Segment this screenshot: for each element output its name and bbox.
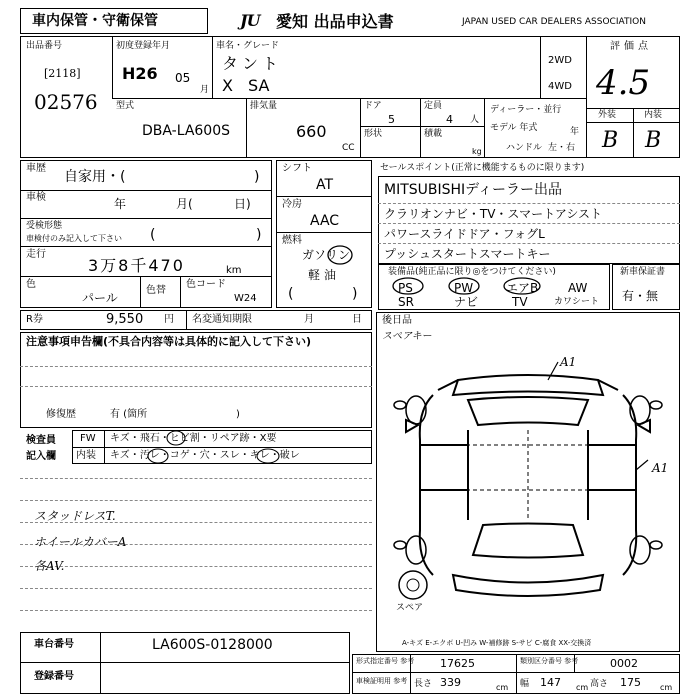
displacement-unit: CC [342, 143, 355, 153]
score-label: 評価点 [610, 41, 652, 52]
warranty-value: 有・無 [622, 289, 659, 303]
model-year-unit: 年 [570, 127, 580, 137]
mileage-value: 3万8千470 [88, 256, 185, 275]
acceptance-close: ) [256, 227, 262, 243]
model-name: タント [222, 54, 283, 73]
history-close: ) [254, 169, 260, 185]
doors-label: ドア [364, 101, 382, 111]
type-cert-value: 17625 [440, 657, 475, 670]
recycle-label: R券 [26, 314, 43, 325]
fuel-label: 燃料 [282, 235, 302, 246]
acceptance-open: ( [150, 227, 156, 243]
load-label: 積載 [424, 129, 443, 139]
org-subtitle: JAPAN USED CAR DEALERS ASSOCIATION [462, 17, 646, 27]
top-grid [20, 36, 680, 158]
ac-label: 冷房 [282, 199, 302, 210]
height-value: 175 [620, 676, 641, 689]
equipment-circle-marks [388, 276, 558, 296]
width-unit: cm [576, 683, 589, 692]
length-label: 長さ [414, 679, 433, 689]
equipment-label: 装備品(純正品に限り◎をつけてください) [388, 267, 556, 277]
equip-tv: TV [512, 295, 528, 309]
rear-parts-value: スペアキー [382, 331, 432, 342]
registration-month: 05 [175, 71, 191, 85]
repair-history-close: ) [236, 409, 240, 420]
car-damage-diagram [378, 350, 678, 625]
sales-points-label: セールスポイント(正常に機能するものに限ります) [380, 163, 585, 173]
repair-history-label: 修復歴 [46, 409, 76, 420]
handwritten-line-3: 各AV. [34, 559, 65, 573]
ju-logo: JU [240, 11, 260, 30]
drive-4wd: 4WD [548, 81, 572, 92]
shift-value: AT [316, 177, 334, 193]
interior-grade: B [645, 128, 662, 153]
model-label: 車名・グレード [216, 41, 280, 51]
lot-sub-number: [2118] [44, 67, 81, 80]
mileage-label: 走行 [26, 249, 46, 260]
check-fw-items: キズ・飛石・ヒビ割・リペア跡・X要 [110, 433, 277, 444]
class-label: 類別区分番号 参考 [520, 657, 579, 665]
sales-point-2: クラリオンナビ・TV・スマートアシスト [384, 207, 602, 221]
spare-label: スペア [396, 603, 424, 613]
ac-value: AAC [310, 213, 340, 229]
gasoline-circle-mark [326, 244, 354, 266]
capacity-label: 定員 [424, 101, 443, 111]
handwritten-line-2: ホイールカバーA [34, 535, 127, 549]
equip-leather-seat: カワシート [554, 297, 600, 307]
equip-airbag: エアB [506, 281, 539, 295]
inspection-day: 日) [234, 197, 251, 211]
check-label-2: 記入欄 [26, 451, 56, 462]
model-year-label: モデル 年式 [490, 123, 538, 133]
name-change-day: 日 [352, 314, 362, 325]
check-label-1: 検査員 [26, 435, 56, 446]
displacement-label: 排気量 [250, 101, 278, 111]
doors-value: 5 [388, 113, 395, 126]
registration-year: H26 [122, 64, 158, 83]
type-value: DBA-LA600S [142, 123, 231, 139]
equip-pw: PW [454, 281, 474, 295]
inspection-year: 年 [114, 197, 127, 211]
history-label: 車歴 [26, 163, 46, 174]
width-label: 幅 [520, 679, 530, 689]
capacity-value: 4 [446, 113, 453, 126]
storage-tag: 車内保管・守衛保管 [32, 13, 158, 29]
sales-point-4: プッシュスタートスマートキー [384, 247, 551, 261]
type-label: 型式 [116, 101, 135, 111]
fuel-diesel: 軽油 [308, 268, 341, 282]
handle-value: 左・右 [548, 143, 576, 153]
damage-mark-front: A1 [560, 355, 577, 369]
equip-ps: PS [398, 281, 413, 295]
capacity-unit: 人 [470, 115, 480, 125]
check-interior-label: 内装 [76, 450, 96, 461]
lot-number: 02576 [34, 90, 98, 114]
equip-navi: ナビ [454, 295, 479, 309]
width-value: 147 [540, 676, 561, 689]
notes-label: 注意事項申告欄(不具合内容等は具体的に記入して下さい) [26, 335, 312, 348]
check-fw-label: FW [80, 433, 96, 444]
fuel-gasoline: ガソリン [302, 248, 351, 262]
inspection-month: 月( [176, 197, 193, 211]
equip-aw: AW [568, 281, 588, 295]
drive-2wd: 2WD [548, 55, 572, 66]
length-value: 339 [440, 676, 461, 689]
repair-history-value: 有 (箇所 [110, 409, 148, 420]
color-code-label: 色コード [186, 279, 226, 290]
exterior-grade: B [602, 128, 619, 153]
damage-legend: A-キズ E-エクボ U-凹み W-補修跡 S-サビ C-腐食 XX-交換済 [402, 639, 592, 647]
fuel-open: ( [288, 286, 294, 302]
score-value: 4.5 [596, 63, 651, 103]
registration-month-unit: 月 [200, 85, 210, 95]
color-label: 色 [26, 279, 36, 290]
recycle-value: 9,550 [106, 312, 144, 327]
chassis-label: 車台番号 [34, 639, 74, 650]
length-unit: cm [496, 683, 509, 692]
acceptance-label: 受検形態 [26, 221, 63, 231]
height-unit: cm [660, 683, 673, 692]
registration-label: 初度登録年月 [116, 41, 171, 51]
load-unit: kg [472, 147, 482, 156]
mileage-unit: km [226, 265, 242, 276]
org-title: 愛知 出品申込書 [276, 12, 394, 31]
cert-label: 車検証明用 参考 [356, 677, 408, 685]
shape-label: 形状 [364, 129, 383, 139]
dealer-label: ディーラー・並行 [490, 105, 562, 115]
warranty-label: 新車保証書 [620, 267, 666, 277]
lot-label: 出品番号 [26, 41, 63, 51]
sales-point-3: パワースライドドア・フォグL [384, 227, 545, 241]
height-label: 高さ [590, 679, 609, 689]
displacement-value: 660 [296, 122, 327, 141]
color-value: パール [82, 291, 118, 305]
fuel-close: ) [352, 286, 358, 302]
color-code-value: W24 [234, 293, 257, 304]
acceptance-note: 車検付のみ記入して下さい [26, 234, 122, 243]
shift-label: シフト [282, 163, 312, 174]
name-change-label: 名変通知期限 [192, 314, 252, 325]
handwritten-line-1: スタッドレスT. [34, 509, 116, 523]
rear-parts-label: 後日品 [382, 315, 412, 326]
color-change-label: 色替 [146, 285, 166, 296]
recycle-unit: 円 [164, 314, 174, 325]
interior-label: 内装 [644, 110, 663, 120]
model-grade: X SA [222, 76, 270, 95]
check-interior-items: キズ・汚レ・コゲ・穴・スレ・キレ・破レ [110, 450, 300, 461]
exterior-label: 外装 [598, 110, 617, 120]
inspection-label: 車検 [26, 192, 46, 203]
damage-mark-side: A1 [652, 461, 669, 475]
chassis-value: LA600S-0128000 [152, 637, 273, 653]
sales-point-1: MITSUBISHIディーラー出品 [384, 182, 563, 198]
registration-number-label: 登録番号 [34, 671, 74, 682]
name-change-month: 月 [304, 314, 314, 325]
type-cert-label: 形式指定番号 参考 [356, 657, 415, 665]
handle-label: ハンドル [506, 143, 543, 153]
equip-sr: SR [398, 295, 414, 309]
class-value: 0002 [610, 657, 638, 670]
history-value: 自家用・( [64, 169, 126, 185]
check-circle-marks [130, 430, 310, 464]
